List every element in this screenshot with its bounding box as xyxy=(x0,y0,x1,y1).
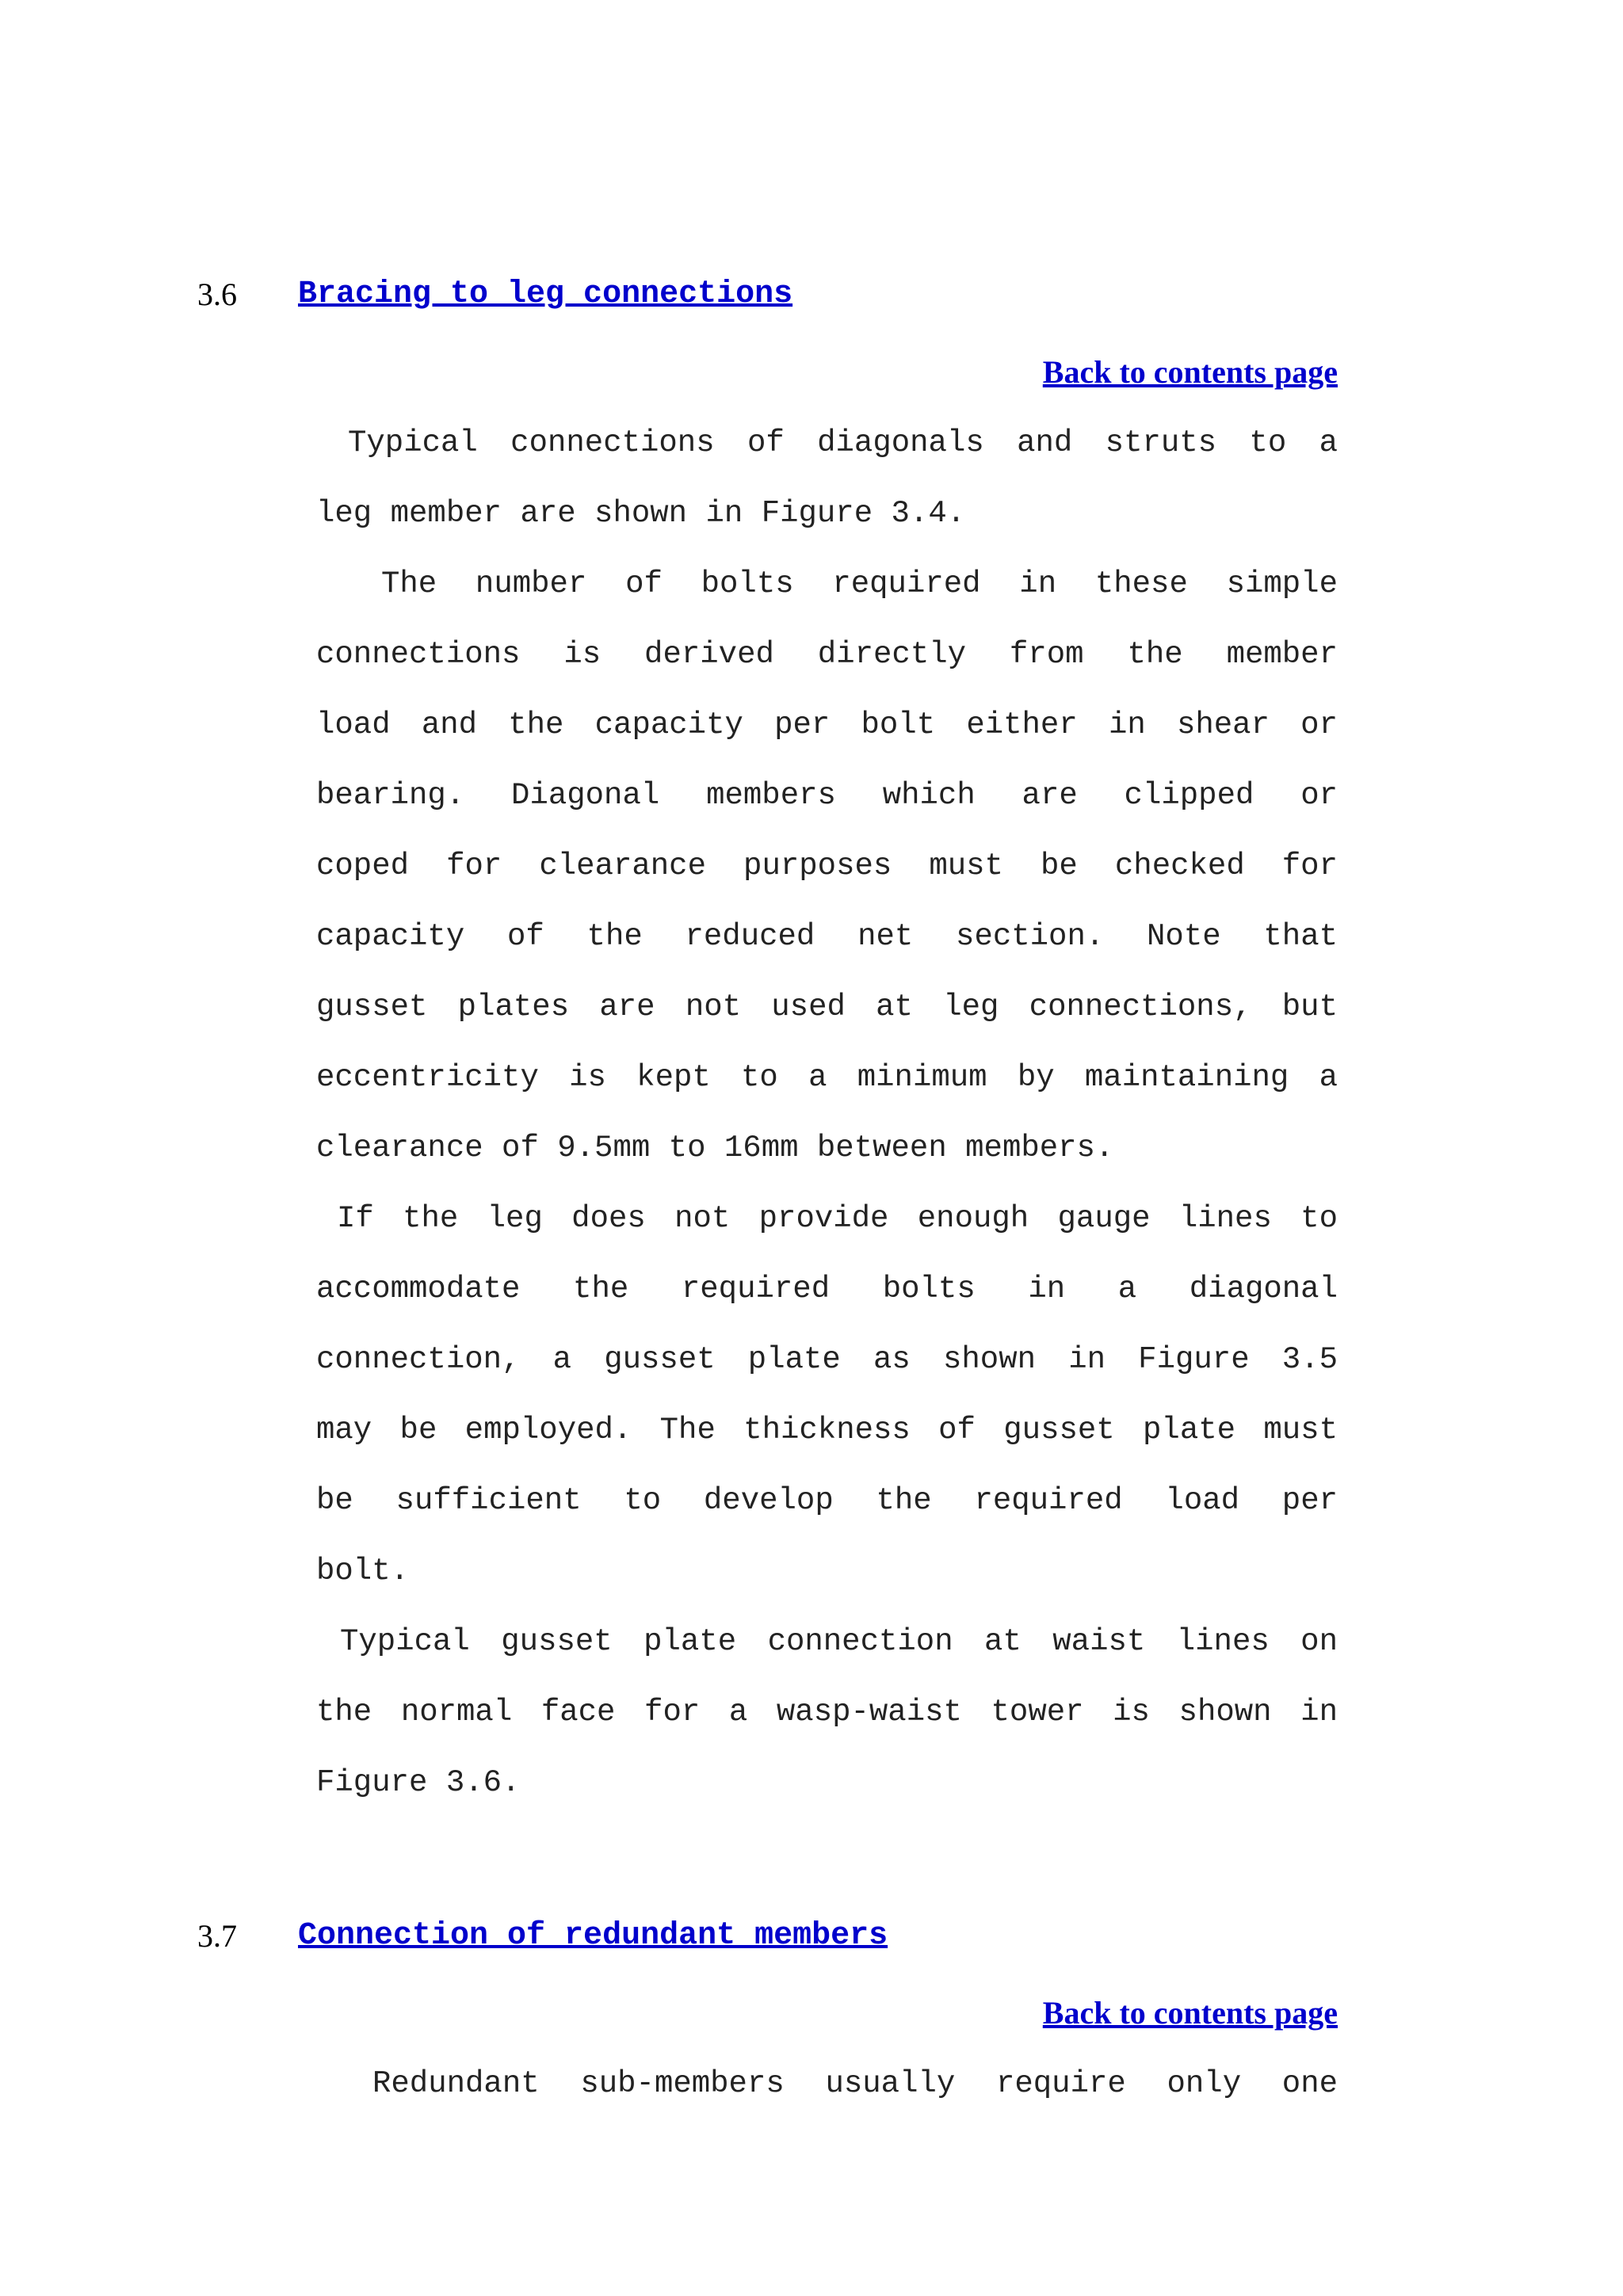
paragraph-line: be sufficient to develop the required load per xyxy=(316,1483,1338,1518)
section-title-link[interactable]: Connection of redundant members xyxy=(298,1918,888,1954)
paragraph-line: Typical connections of diagonals and struts to a xyxy=(348,425,1338,460)
paragraph-line: clearance of 9.5mm to 16mm between members. xyxy=(316,1131,1114,1165)
section-number: 3.7 xyxy=(197,1918,237,1954)
paragraph-line: Typical gusset plate connection at waist lines on xyxy=(340,1624,1338,1659)
paragraph-line: the normal face for a wasp-waist tower is shown in xyxy=(316,1695,1338,1730)
section-title-link[interactable]: Bracing to leg connections xyxy=(298,277,793,312)
section-number: 3.6 xyxy=(197,277,237,312)
paragraph-line: If the leg does not provide enough gauge lines to xyxy=(337,1201,1338,1236)
paragraph-line: load and the capacity per bolt either in shear or xyxy=(316,707,1338,742)
paragraph-line: Figure 3.6. xyxy=(316,1765,521,1800)
paragraph-line: connection, a gusset plate as shown in Figure 3.5 xyxy=(316,1342,1338,1377)
paragraph-line: connections is derived directly from the member xyxy=(316,637,1338,672)
paragraph-line: Redundant sub-members usually require only one xyxy=(372,2066,1338,2101)
paragraph-line: capacity of the reduced net section. Note that xyxy=(316,919,1338,954)
paragraph-line: bolt. xyxy=(316,1554,410,1589)
paragraph-line: gusset plates are not used at leg connections, but xyxy=(316,990,1338,1024)
paragraph-line: bearing. Diagonal members which are clipped or xyxy=(316,778,1338,813)
paragraph-line: The number of bolts required in these simple xyxy=(381,566,1338,601)
paragraph-line: eccentricity is kept to a minimum by maintaining a xyxy=(316,1060,1338,1095)
back-to-contents-link[interactable]: Back to contents page xyxy=(1042,354,1338,390)
paragraph-line: accommodate the required bolts in a diagonal xyxy=(316,1272,1338,1306)
paragraph-line: coped for clearance purposes must be checked for xyxy=(316,849,1338,883)
back-to-contents-link[interactable]: Back to contents page xyxy=(1042,1995,1338,2031)
paragraph-line: may be employed. The thickness of gusset plate must xyxy=(316,1413,1338,1447)
paragraph-line: leg member are shown in Figure 3.4. xyxy=(316,496,966,531)
